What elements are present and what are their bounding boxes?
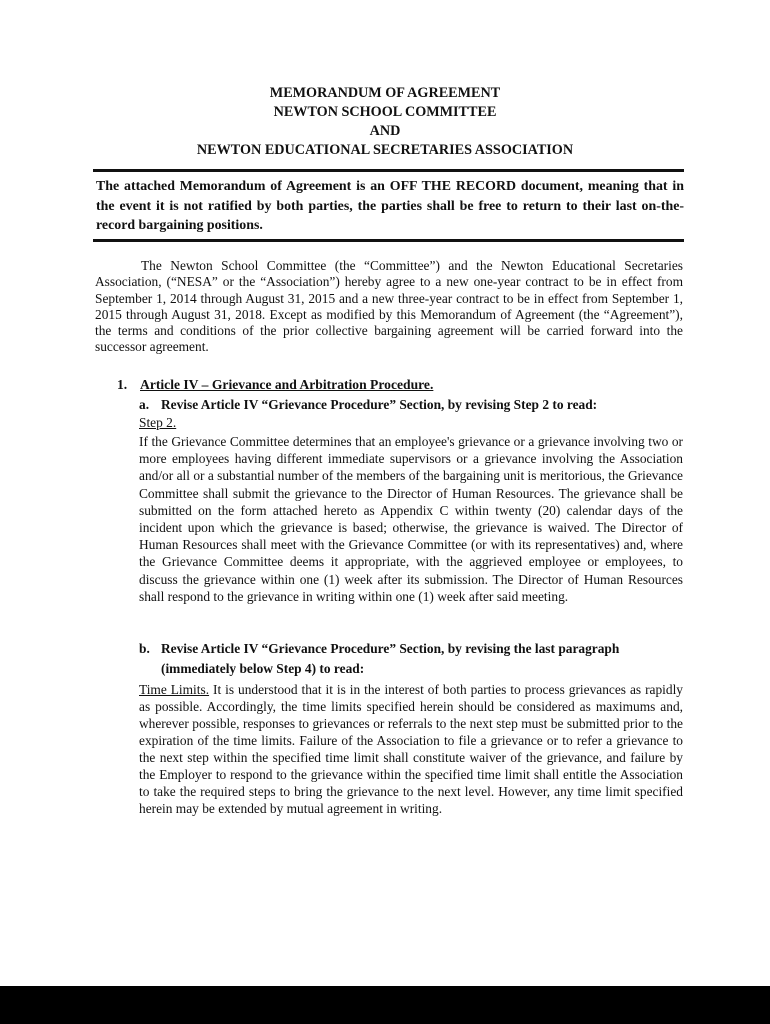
subitem-b-heading (139, 639, 684, 678)
item-title: Article IV – Grievance and Arbitration Procedure. (140, 377, 434, 392)
header-and: AND (369, 123, 401, 139)
document-header (0, 84, 770, 160)
intro-paragraph: The Newton School Committee (the “Committee”) and the Newton Educational Secretaries Association, (“NESA” or the “Association”) hereby agree to a new one-year contract to be in effect from September 1, 2014 through August 31, 2015 and a new three-year contract to be in effect from September 1, 2015 through August 31, 2018. Except as modified by this Memorandum of Agreement (the “Agreement”), the terms and conditions of the prior collective bargaining agreement will be carried forward into the successor agreement. (95, 258, 683, 355)
scan-border (0, 986, 770, 1024)
header-party-1: NEWTON SCHOOL COMMITTEE (273, 104, 497, 120)
subitem-a-text: Revise Article IV “Grievance Procedure” Section, by revising Step 2 to read: (161, 397, 598, 412)
header-party-2: NEWTON EDUCATIONAL SECRETARIES ASSOCIATION (196, 142, 574, 158)
subitem-a-label: a. (139, 397, 150, 412)
subitem-a-heading (139, 397, 684, 413)
header-title: MEMORANDUM OF AGREEMENT (269, 85, 501, 101)
article-iv-heading (117, 377, 433, 393)
time-limits-paragraph (139, 681, 683, 817)
item-number: 1. (117, 377, 128, 392)
off-the-record-notice: The attached Memorandum of Agreement is an OFF THE RECORD document, meaning that in the event it is not ratified by both parties, the parties shall be free to return to their last on-the-record bargaining positions. (96, 179, 684, 233)
subitem-b-text-line2: (immediately below Step 4) to read: (161, 660, 365, 676)
time-limits-text: It is understood that it is in the interest of both parties to process grievances as rapidly as possible. Accordingly, the time limits specified herein should be considered as maximums and, wherever possible, responses to grievances or referrals to the next step must be submitted prior to the expiration of the time limits. Failure of the Association to file a grievance or to refer a grievance to the next step within the specified time limit shall constitute waiver of the grievance, and failure by the Employer to respond to the grievance within the specified time limit shall entitle the Association to take the required steps to bring the grievance to the next level. However, any time limit specified herein may be extended by mutual agreement in writing. (139, 682, 684, 816)
subitem-b-label: b. (139, 641, 150, 656)
step-2-paragraph: If the Grievance Committee determines that an employee's grievance or a grievance involving two or more employees having different immediate supervisors or a grievance involving the Association and/or all or a substantial number of the members of the bargaining unit is meritorious, the Grievance Committee shall submit the grievance to the Director of Human Resources. The grievance shall be submitted on the form attached hereto as Appendix C within twenty (20) calendar days of the incident upon which the grievance is based; otherwise, the grievance is waived. The Director of Human Resources shall meet with the Grievance Committee (or with its representatives) and, where the Grievance Committee deems it appropriate, with the aggrieved employee or employees, to discuss the grievance within one (1) week after its submission. The Director of Human Resources shall respond to the grievance in writing within one (1) week after said meeting. (139, 434, 683, 604)
time-limits-label: Time Limits. (139, 682, 210, 697)
subitem-b-text-line1: Revise Article IV “Grievance Procedure” Section, by revising the last paragraph (161, 641, 620, 656)
notice-bottom-rule (93, 239, 684, 242)
step-2-label: Step 2. (139, 415, 177, 430)
notice-top-rule (93, 169, 684, 172)
